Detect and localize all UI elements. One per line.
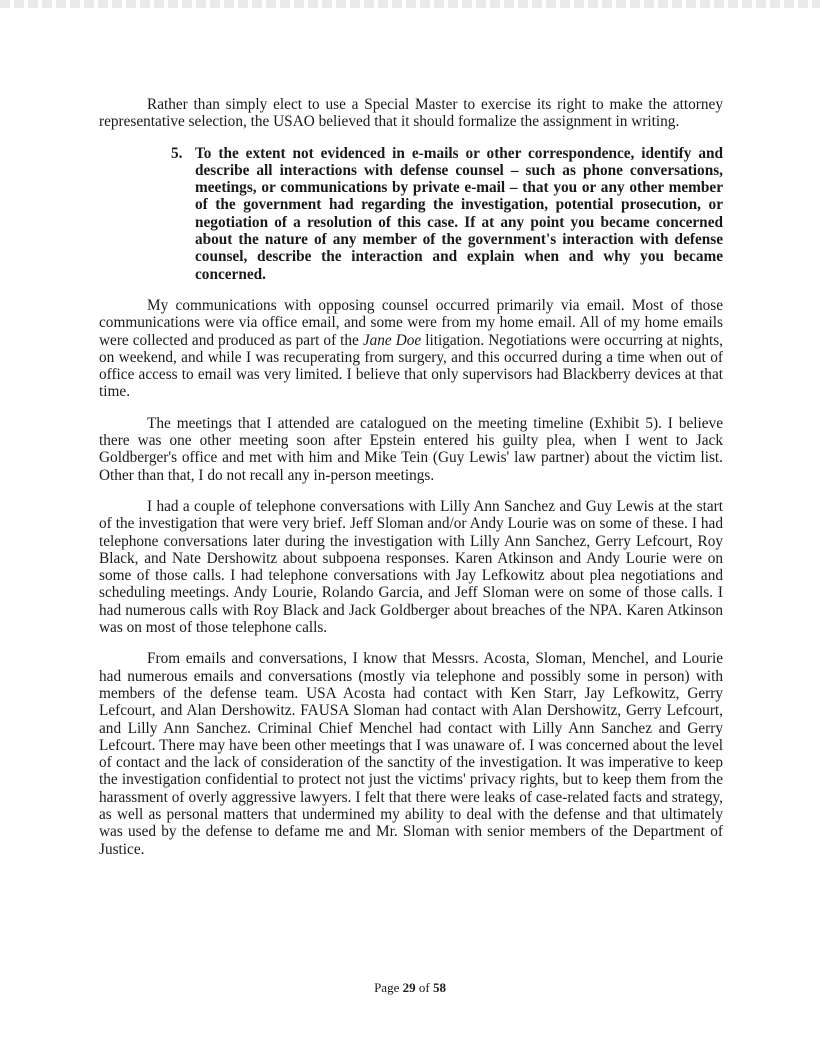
paragraph-communications-end: litigation. Negotiations were occurring at nights, on weekend, and while I was recuperating from surgery, and this occurred during a time when out of office access to email was very limited. I believe that only supervisors had Blackberry devices at that time. <box>99 331 723 401</box>
paragraph-meetings: The meetings that I attended are catalogued on the meeting timeline (Exhibit 5). I believe there was one other meeting soon after Epstein entered his guilty plea, when I went to Jack Goldberger's office and met with him and Mike Tein (Guy Lewis' law partner) about the victim list. Other than that, I do not recall any in-person meetings. <box>99 414 723 484</box>
question-number: 5. <box>171 144 183 162</box>
question-text: To the extent not evidenced in e-mails or other correspondence, identify and describe all interactions with defense counsel – such as phone conversations, meetings, or communications by private e-mail – that you or any other member of the government had regarding the investigation, potential prosecution, or negotiation of a resolution of this case. If at any point you became concerned about the nature of any member of the government's interaction with defense counsel, describe the interaction and explain when and why you became concerned. <box>195 144 723 283</box>
page-number: 29 <box>402 980 416 995</box>
document-body <box>99 96 723 872</box>
case-name-italic: Jane Doe <box>362 331 422 349</box>
page-total: 58 <box>432 980 446 995</box>
page-prefix: Page <box>374 980 400 995</box>
page-footer <box>0 980 820 996</box>
question-5 <box>99 145 723 283</box>
paragraph-communications-start: My communications with opposing counsel occurred primarily via email. Most of those communications were via office email, and some were from my home email. All of my home emails were collected and produced as part of the <box>99 296 723 349</box>
paragraph-special-master: Rather than simply elect to use a Special Master to exercise its right to make the attorney representative selection, the USAO believed that it should formalize the assignment in writing. <box>99 96 723 131</box>
paragraph-communications <box>99 297 723 401</box>
page-of: of <box>418 980 430 995</box>
paragraph-contacts: From emails and conversations, I know that Messrs. Acosta, Sloman, Menchel, and Lourie had numerous emails and conversations (mostly via telephone and possibly some in person) with members of the defense team. USA Acosta had contact with Ken Starr, Jay Lefkowitz, Gerry Lefcourt, and Alan Dershowitz. FAUSA Sloman had contact with Alan Dershowitz, Gerry Lefcourt, and Lilly Ann Sanchez. Criminal Chief Menchel had contact with Lilly Ann Sanchez and Gerry Lefcourt. There may have been other meetings that I was unaware of. I was concerned about the level of contact and the lack of consideration of the sanctity of the investigation. It was imperative to keep the investigation confidential to protect not just the victims' privacy rights, but to keep them from the harassment of overly aggressive lawyers. I felt that there were leaks of case-related facts and strategy, as well as personal matters that undermined my ability to deal with the defense and that ultimately was used by the defense to defame me and Mr. Sloman with senior members of the Department of Justice. <box>99 650 723 858</box>
paragraph-telephone: I had a couple of telephone conversations with Lilly Ann Sanchez and Guy Lewis at the start of the investigation that were very brief. Jeff Sloman and/or Andy Lourie was on some of these. I had telephone conversations later during the investigation with Lilly Ann Sanchez, Gerry Lefcourt, Roy Black, and Nate Dershowitz about subpoena responses. Karen Atkinson and Andy Lourie were on some of those calls. I had telephone conversations with Jay Lefkowitz about plea negotiations and scheduling meetings. Andy Lourie, Rolando Garcia, and Jeff Sloman were on some of those calls. I had numerous calls with Roy Black and Jack Goldberger about breaches of the NPA. Karen Atkinson was on most of those telephone calls. <box>99 497 723 637</box>
scan-edge-marks <box>0 0 820 8</box>
